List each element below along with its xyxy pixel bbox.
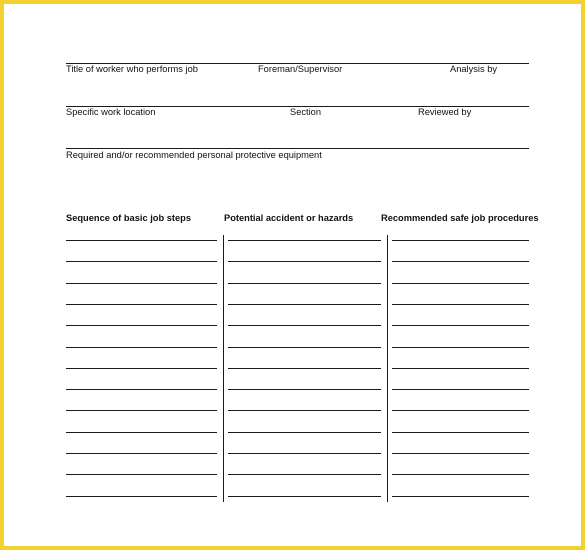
procedure-line[interactable] xyxy=(392,453,529,454)
procedure-line[interactable] xyxy=(392,304,529,305)
hazard-line[interactable] xyxy=(228,453,381,454)
procedure-line[interactable] xyxy=(392,432,529,433)
hazard-line[interactable] xyxy=(228,474,381,475)
job-step-line[interactable] xyxy=(66,389,217,390)
hazard-line[interactable] xyxy=(228,325,381,326)
hazard-line[interactable] xyxy=(228,496,381,497)
hazard-line[interactable] xyxy=(228,410,381,411)
job-step-line[interactable] xyxy=(66,347,217,348)
procedure-line[interactable] xyxy=(392,283,529,284)
hazard-line[interactable] xyxy=(228,304,381,305)
procedure-line[interactable] xyxy=(392,368,529,369)
procedure-line[interactable] xyxy=(392,389,529,390)
procedure-line[interactable] xyxy=(392,410,529,411)
procedure-line[interactable] xyxy=(392,347,529,348)
job-step-line[interactable] xyxy=(66,474,217,475)
label-section: Section xyxy=(290,107,322,117)
label-protective-equipment: Required and/or recommended personal protective equipment xyxy=(66,150,322,160)
hazard-line[interactable] xyxy=(228,283,381,284)
hazard-line[interactable] xyxy=(228,368,381,369)
hazard-line[interactable] xyxy=(228,261,381,262)
column-header-job-steps: Sequence of basic job steps xyxy=(66,213,192,223)
job-step-line[interactable] xyxy=(66,240,217,241)
label-foreman-supervisor: Foreman/Supervisor xyxy=(258,64,343,74)
job-step-line[interactable] xyxy=(66,368,217,369)
document-page xyxy=(4,4,581,546)
job-step-line[interactable] xyxy=(66,261,217,262)
hazard-line[interactable] xyxy=(228,389,381,390)
procedure-line[interactable] xyxy=(392,496,529,497)
job-step-line[interactable] xyxy=(66,283,217,284)
job-step-line[interactable] xyxy=(66,432,217,433)
hazard-line[interactable] xyxy=(228,347,381,348)
column-divider-left xyxy=(223,235,224,502)
field-line-row3[interactable] xyxy=(66,148,529,149)
job-step-line[interactable] xyxy=(66,496,217,497)
label-worker-title: Title of worker who performs job xyxy=(66,64,198,74)
column-header-safe-procedures: Recommended safe job procedures xyxy=(381,213,539,223)
procedure-line[interactable] xyxy=(392,240,529,241)
procedure-line[interactable] xyxy=(392,261,529,262)
hazard-line[interactable] xyxy=(228,432,381,433)
job-step-line[interactable] xyxy=(66,453,217,454)
job-step-line[interactable] xyxy=(66,410,217,411)
column-header-hazards: Potential accident or hazards xyxy=(224,213,354,223)
job-step-line[interactable] xyxy=(66,304,217,305)
label-work-location: Specific work location xyxy=(66,107,156,117)
procedure-line[interactable] xyxy=(392,325,529,326)
procedure-line[interactable] xyxy=(392,474,529,475)
label-analysis-by: Analysis by xyxy=(450,64,498,74)
column-divider-right xyxy=(387,235,388,502)
hazard-line[interactable] xyxy=(228,240,381,241)
job-step-line[interactable] xyxy=(66,325,217,326)
label-reviewed-by: Reviewed by xyxy=(418,107,472,117)
